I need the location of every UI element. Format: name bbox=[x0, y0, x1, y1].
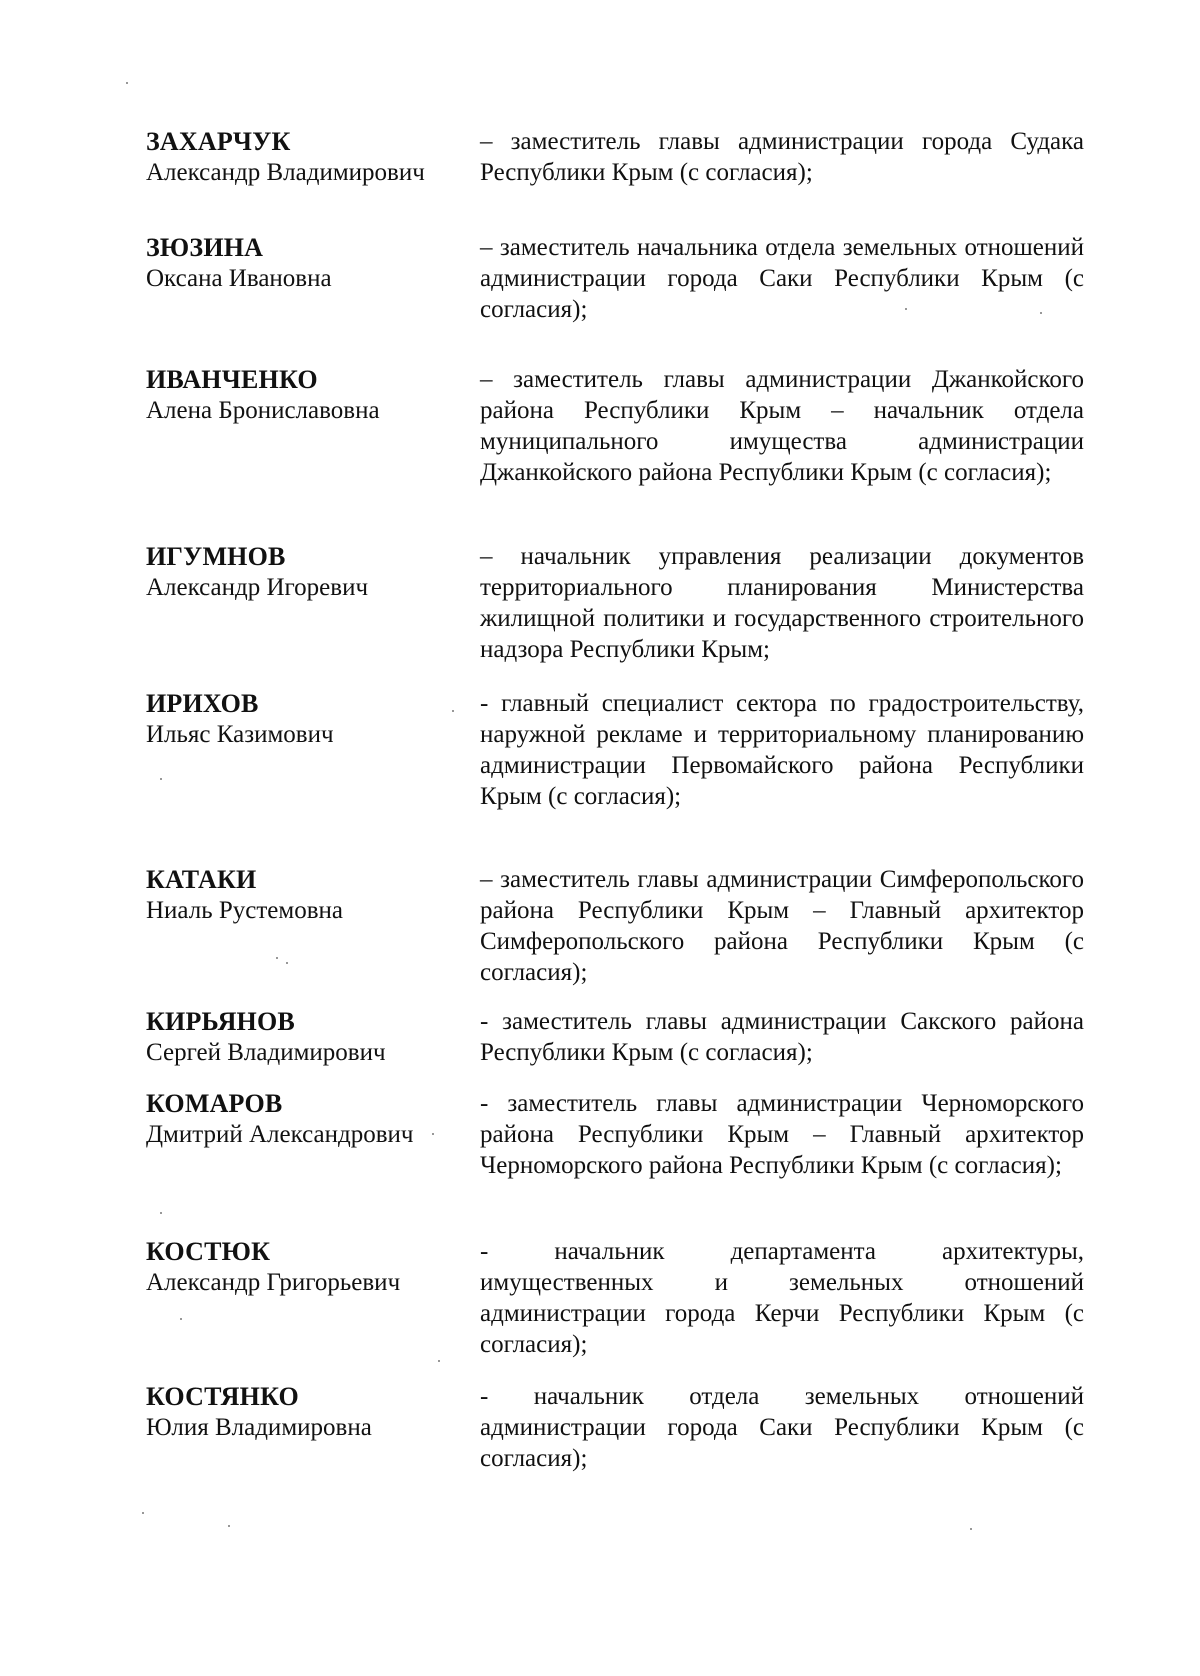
member-given-name: Александр Игоревич bbox=[146, 574, 369, 601]
member-description: - главный специалист сектора по градостроительству, наружной рекламе и территориальному планированию администрации Первомайского района Республики Крым (с согласия); bbox=[480, 690, 1084, 810]
member-surname: КОСТЯНКО bbox=[146, 1382, 299, 1411]
member-given-name: Оксана Ивановна bbox=[146, 265, 332, 292]
member-surname: КАТАКИ bbox=[146, 865, 257, 894]
member-description: – заместитель начальника отдела земельных отношений администрации города Саки Республики Крым (с согласия); bbox=[480, 234, 1084, 323]
member-description: - заместитель главы администрации Сакского района Республики Крым (с согласия); bbox=[480, 1008, 1084, 1066]
member-description: - начальник департамента архитектуры, имущественных и земельных отношений администрации города Керчи Республики Крым (с согласия); bbox=[480, 1238, 1084, 1358]
scan-speck bbox=[180, 1318, 182, 1320]
member-surname: ЗАХАРЧУК bbox=[146, 127, 291, 156]
member-description: - начальник отдела земельных отношений администрации города Саки Республики Крым (с согласия); bbox=[480, 1383, 1084, 1472]
scan-speck bbox=[160, 1212, 162, 1214]
scan-speck bbox=[970, 1528, 972, 1530]
member-given-name: Дмитрий Александрович bbox=[146, 1121, 414, 1148]
member-description: - заместитель главы администрации Черноморского района Республики Крым – Главный архитектор Черноморского района Республики Крым (с согласия); bbox=[480, 1090, 1084, 1179]
scan-speck bbox=[452, 710, 454, 712]
scan-speck bbox=[126, 82, 128, 84]
member-description: – заместитель главы администрации Симферопольского района Республики Крым – Главный архитектор Симферопольского района Республики Крым (с согласия); bbox=[480, 866, 1084, 986]
member-given-name: Александр Григорьевич bbox=[146, 1269, 401, 1296]
member-surname: ЗЮЗИНА bbox=[146, 233, 264, 262]
member-description: – начальник управления реализации документов территориального планирования Министерства жилищной политики и государственного строительного надзора Республики Крым; bbox=[480, 543, 1084, 663]
member-surname: КОМАРОВ bbox=[146, 1089, 283, 1118]
member-surname: ИРИХОВ bbox=[146, 689, 259, 718]
member-given-name: Сергей Владимирович bbox=[146, 1039, 386, 1066]
member-surname: ИВАНЧЕНКО bbox=[146, 365, 318, 394]
member-given-name: Юлия Владимировна bbox=[146, 1414, 372, 1441]
member-given-name: Алена Брониславовна bbox=[146, 397, 380, 424]
member-surname: ИГУМНОВ bbox=[146, 542, 286, 571]
scan-speck bbox=[432, 1133, 434, 1135]
scan-speck bbox=[228, 1525, 230, 1527]
scan-speck bbox=[160, 778, 162, 780]
member-description: – заместитель главы администрации города Судака Республики Крым (с согласия); bbox=[480, 128, 1084, 186]
member-given-name: Александр Владимирович bbox=[146, 159, 425, 186]
member-description: – заместитель главы администрации Джанкойского района Республики Крым – начальник отдела муниципального имущества администрации Джанкойского района Республики Крым (с согласия); bbox=[480, 366, 1084, 486]
scan-speck bbox=[905, 308, 907, 310]
scan-speck bbox=[276, 957, 278, 959]
scan-speck bbox=[286, 962, 288, 964]
member-given-name: Ниаль Рустемовна bbox=[146, 897, 343, 924]
scan-speck bbox=[1040, 312, 1042, 314]
member-given-name: Ильяс Казимович bbox=[146, 721, 334, 748]
scan-speck bbox=[142, 1512, 144, 1514]
member-surname: КИРЬЯНОВ bbox=[146, 1007, 295, 1036]
scan-speck bbox=[438, 1360, 440, 1362]
member-surname: КОСТЮК bbox=[146, 1237, 271, 1266]
